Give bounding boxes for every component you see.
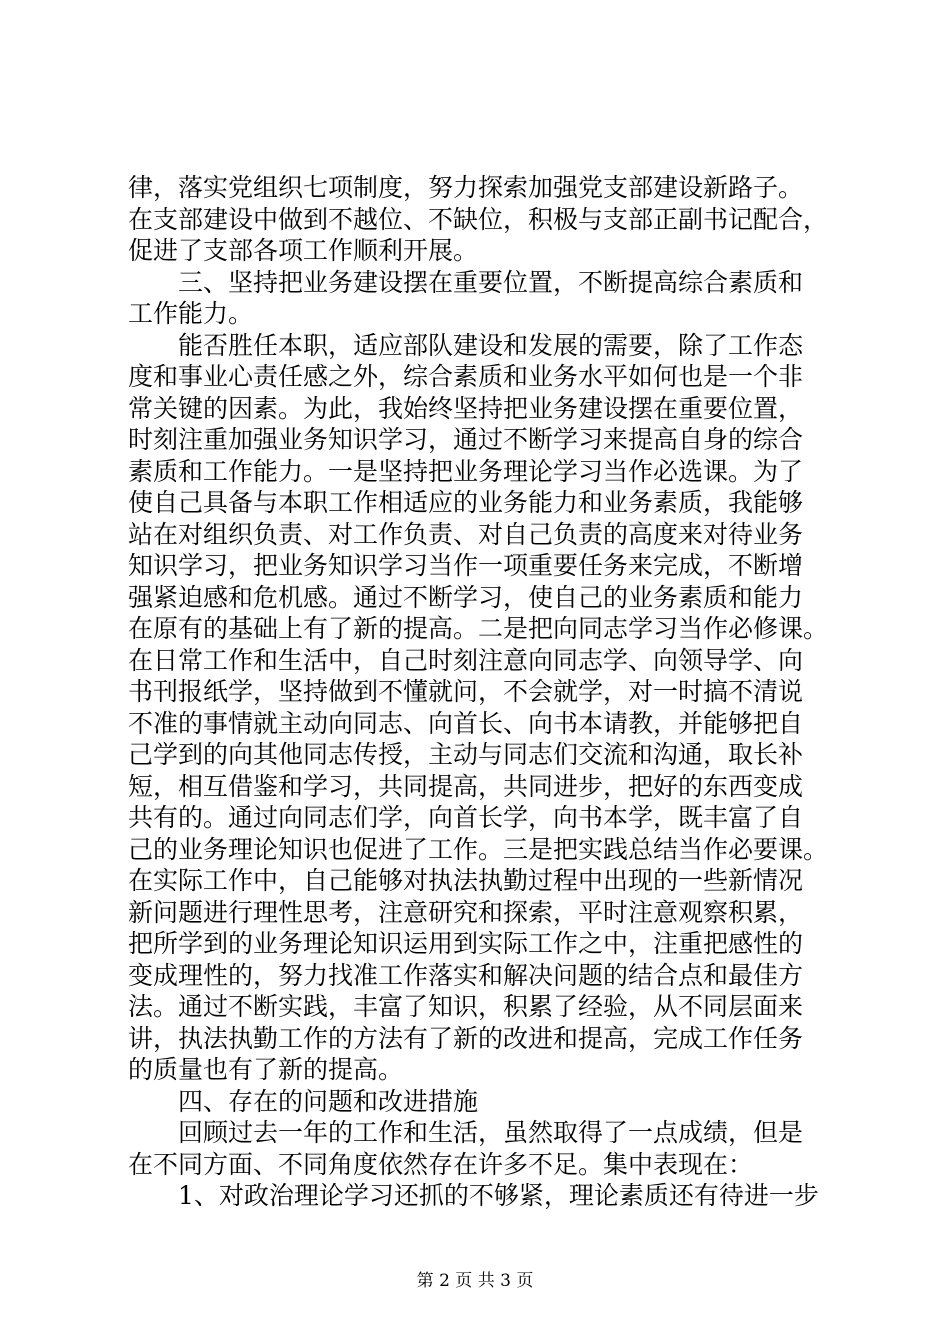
text-line: 变成理性的，努力找准工作落实和解决问题的结合点和最佳方 bbox=[128, 960, 804, 990]
text-line: 在实际工作中，自己能够对执法执勤过程中出现的一些新情况 bbox=[128, 866, 804, 895]
text-line: 法。通过不断实践，丰富了知识，积累了经验，从不同层面来 bbox=[128, 992, 804, 1021]
text-line: 书刊报纸学，坚持做到不懂就问，不会就学，对一时搞不清说 bbox=[128, 677, 804, 706]
text-line: 短，相互借鉴和学习，共同提高，共同进步，把好的东西变成 bbox=[128, 771, 804, 801]
text-line: 常关键的因素。为此，我始终坚持把业务建设摆在重要位置， bbox=[128, 393, 804, 423]
text-line: 四、存在的问题和改进措施 bbox=[178, 1086, 479, 1116]
text-line: 在原有的基础上有了新的提高。二是把向同志学习当作必修课。 bbox=[128, 614, 829, 643]
text-line: 己学到的向其他同志传授，主动与同志们交流和沟通，取长补 bbox=[128, 740, 804, 769]
text-line: 使自己具备与本职工作相适应的业务能力和业务素质，我能够 bbox=[128, 488, 804, 517]
text-line: 把所学到的业务理论知识运用到实际工作之中，注重把感性的 bbox=[128, 929, 804, 958]
text-line: 共有的。通过向同志们学，向首长学，向书本学，既丰富了自 bbox=[128, 803, 804, 832]
text-line: 知识学习，把业务知识学习当作一项重要任务来完成，不断增 bbox=[128, 551, 804, 580]
text-line: 促进了支部各项工作顺利开展。 bbox=[128, 236, 479, 265]
text-line: 新问题进行理性思考，注意研究和探索，平时注意观察积累， bbox=[128, 897, 804, 927]
text-line: 在日常工作和生活中，自己时刻注意向同志学、向领导学、向 bbox=[128, 645, 804, 675]
text-line: 素质和工作能力。一是坚持把业务理论学习当作必选课。为了 bbox=[128, 456, 804, 486]
document-body bbox=[128, 172, 840, 1212]
page-footer: 第 2 页 共 3 页 bbox=[416, 1271, 534, 1291]
text-line: 站在对组织负责、对工作负责、对自己负责的高度来对待业务 bbox=[128, 519, 804, 549]
text-line: 三、坚持把业务建设摆在重要位置，不断提高综合素质和 bbox=[178, 267, 804, 297]
text-line: 强紧迫感和危机感。通过不断学习，使自己的业务素质和能力 bbox=[128, 582, 804, 612]
text-line: 在不同方面、不同角度依然存在许多不足。集中表现在： bbox=[128, 1149, 754, 1179]
text-line: 己的业务理论知识也促进了工作。三是把实践总结当作必要课。 bbox=[128, 834, 829, 864]
text-line: 能否胜任本职，适应部队建设和发展的需要，除了工作态 bbox=[178, 330, 804, 360]
text-line: 时刻注重加强业务知识学习，通过不断学习来提高自身的综合 bbox=[128, 425, 804, 454]
text-line: 不准的事情就主动向同志、向首长、向书本请教，并能够把自 bbox=[128, 708, 804, 738]
text-line: 度和事业心责任感之外，综合素质和业务水平如何也是一个非 bbox=[128, 362, 804, 391]
text-line: 回顾过去一年的工作和生活，虽然取得了一点成绩，但是 bbox=[178, 1118, 804, 1147]
text-line: 1、对政治理论学习还抓的不够紧，理论素质还有待进一步 bbox=[178, 1181, 819, 1210]
text-line: 在支部建设中做到不越位、不缺位，积极与支部正副书记配合， bbox=[128, 204, 829, 234]
text-line: 的质量也有了新的提高。 bbox=[128, 1055, 404, 1084]
text-line: 工作能力。 bbox=[128, 299, 254, 328]
text-line: 律，落实党组织七项制度，努力探索加强党支部建设新路子。 bbox=[128, 173, 804, 202]
text-line: 讲，执法执勤工作的方法有了新的改进和提高，完成工作任务 bbox=[128, 1023, 804, 1053]
